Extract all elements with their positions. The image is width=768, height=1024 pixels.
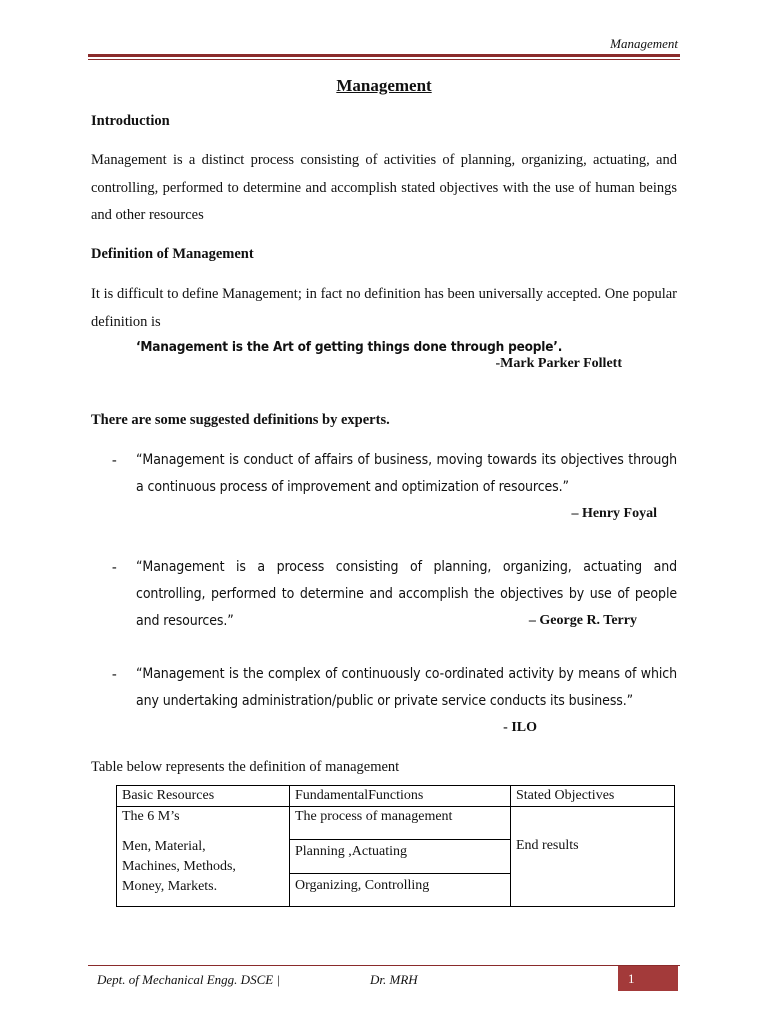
bullet-marker: -	[112, 560, 117, 575]
intro-paragraph: Management is a distinct process consisting of activities of planning, organizing, actuating, and controlling, performed to determine and accomplish stated objectives with the use of human beings and other resources	[91, 152, 677, 223]
definition-table	[116, 785, 675, 907]
expert-quote-2: “Management is a process consisting of planning, organizing, actuating and controlling, performed to determine and accomplish the objectives by use of people and resources.”	[136, 559, 677, 629]
function-cell: The process of management	[290, 807, 511, 840]
popular-quote-author: -Mark Parker Follett	[495, 356, 622, 371]
expert-author-3: - ILO	[503, 720, 537, 735]
running-header: Management	[610, 36, 678, 51]
popular-quote: ‘Management is the Art of getting things done through people’.	[136, 339, 563, 355]
page-number: 1	[618, 966, 678, 991]
table-header-cell: FundamentalFunctions	[290, 786, 511, 807]
expert-quote-1: “Management is conduct of affairs of business, moving towards its objectives through a continuous process of improvement and optimization of resources.”	[136, 452, 677, 495]
table-header-cell: Basic Resources	[117, 786, 290, 807]
objective-cell: End results	[511, 807, 675, 907]
bullet-marker: -	[112, 453, 117, 468]
expert-author-1: – Henry Foyal	[571, 506, 657, 521]
function-cell: Organizing, Controlling	[290, 874, 511, 907]
footer-author: Dr. MRH	[370, 972, 418, 987]
bullet-marker: -	[112, 667, 117, 682]
experts-heading: There are some suggested definitions by experts.	[91, 412, 390, 428]
expert-author-2: – George R. Terry	[528, 613, 637, 628]
definition-heading: Definition of Management	[91, 246, 254, 262]
table-header-cell: Stated Objectives	[511, 786, 675, 807]
header-rule-thick	[88, 54, 680, 57]
footer-rule	[88, 965, 680, 966]
definition-paragraph: It is difficult to define Management; in fact no definition has been universally accepted. One popular definition is	[91, 286, 677, 330]
footer-department: Dept. of Mechanical Engg. DSCE |	[97, 972, 281, 987]
intro-heading: Introduction	[91, 113, 170, 129]
expert-quote-3: “Management is the complex of continuously co-ordinated activity by means of which any undertaking administration/public or private service conducts its business.”	[136, 666, 677, 709]
table-caption: Table below represents the definition of management	[91, 759, 400, 775]
page-title: Management	[336, 76, 432, 95]
resources-title: The 6 M’s	[122, 809, 180, 824]
resources-list: Men, Material, Machines, Methods, Money, Markets.	[122, 839, 236, 894]
function-cell: Planning ,Actuating	[290, 840, 511, 874]
resources-cell	[117, 807, 290, 907]
header-rule-thin	[88, 59, 680, 60]
